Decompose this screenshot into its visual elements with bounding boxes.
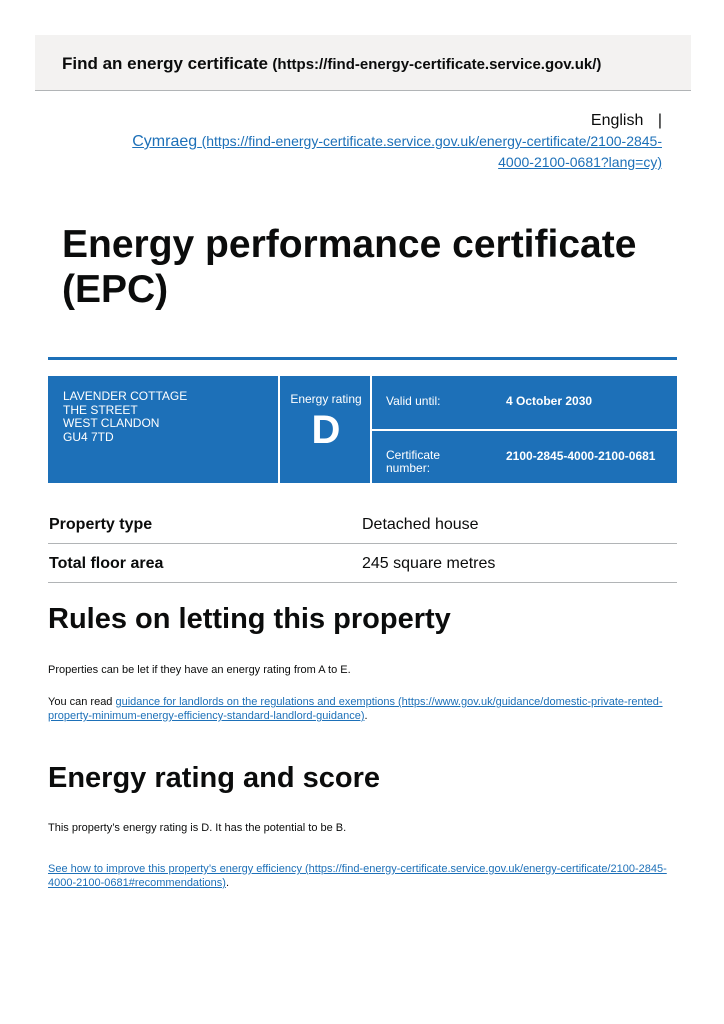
energy-rating-letter: D [311, 408, 341, 452]
rules-heading: Rules on letting this property [48, 603, 451, 635]
address-line: GU4 7TD [63, 429, 114, 444]
property-summary-list [48, 505, 677, 583]
property-address [63, 390, 187, 444]
energy-rating-label: Energy rating [290, 392, 362, 406]
service-url: (https://find-energy-certificate.service.gov.uk/) [272, 56, 602, 73]
improve-link-url[interactable]: (https://find-energy-certificate.service.gov.uk/energy-certificate/2100-2845-4000-2100-0681#recommendations) [48, 863, 667, 889]
language-separator: | [657, 112, 662, 129]
summary-value: Detached house [362, 516, 479, 533]
rating-score-heading: Energy rating and score [48, 762, 380, 794]
epc-summary-box [48, 376, 677, 483]
rules-text: Properties can be let if they have an energy rating from A to E. [48, 664, 351, 676]
valid-until-value: 4 October 2030 [506, 394, 593, 408]
language-switcher [102, 111, 662, 173]
summary-value: 245 square metres [362, 555, 496, 572]
page-title: Energy performance certificate (EPC) [62, 223, 637, 311]
improve-paragraph [48, 862, 680, 890]
title-divider [48, 357, 677, 360]
language-english: English [590, 112, 644, 129]
improve-link[interactable] [48, 863, 667, 889]
valid-until-label: Valid until: [386, 394, 441, 408]
box-divider [372, 429, 677, 431]
address-line: THE STREET [63, 402, 138, 417]
guidance-link[interactable] [48, 696, 663, 722]
guidance-link-text[interactable]: guidance for landlords on the regulations and exemptions [115, 696, 395, 708]
address-line: WEST CLANDON [63, 416, 160, 430]
guidance-suffix: . [364, 710, 368, 722]
guidance-prefix: You can read [48, 696, 116, 708]
guidance-link-url[interactable]: (https://www.gov.uk/guidance/domestic-private-rented-property-minimum-energy-efficiency-standard-landlord-guidance) [48, 696, 663, 722]
rating-score-text: This property’s energy rating is D. It has the potential to be B. [48, 822, 347, 834]
improve-link-text[interactable]: See how to improve this property’s energy efficiency [48, 863, 302, 875]
guidance-paragraph [48, 695, 680, 723]
improve-suffix: . [225, 877, 230, 889]
summary-key: Property type [49, 516, 153, 533]
address-line: LAVENDER COTTAGE [63, 389, 188, 403]
language-welsh-link[interactable] [132, 133, 662, 171]
summary-row [48, 544, 677, 583]
service-link[interactable] [62, 54, 601, 74]
certificate-number-value: 2100-2845-4000-2100-0681 [506, 449, 656, 463]
site-header [35, 35, 691, 91]
certificate-number-label: Certificate number: [386, 448, 441, 475]
language-welsh-label[interactable]: Cymraeg [132, 133, 198, 150]
language-welsh-url[interactable]: (https://find-energy-certificate.service.gov.uk/energy-certificate/2100-2845-4000-2100-0681?lang=cy) [201, 133, 662, 170]
summary-key: Total floor area [49, 555, 164, 572]
summary-row [48, 505, 677, 544]
service-name[interactable]: Find an energy certificate [62, 54, 268, 73]
